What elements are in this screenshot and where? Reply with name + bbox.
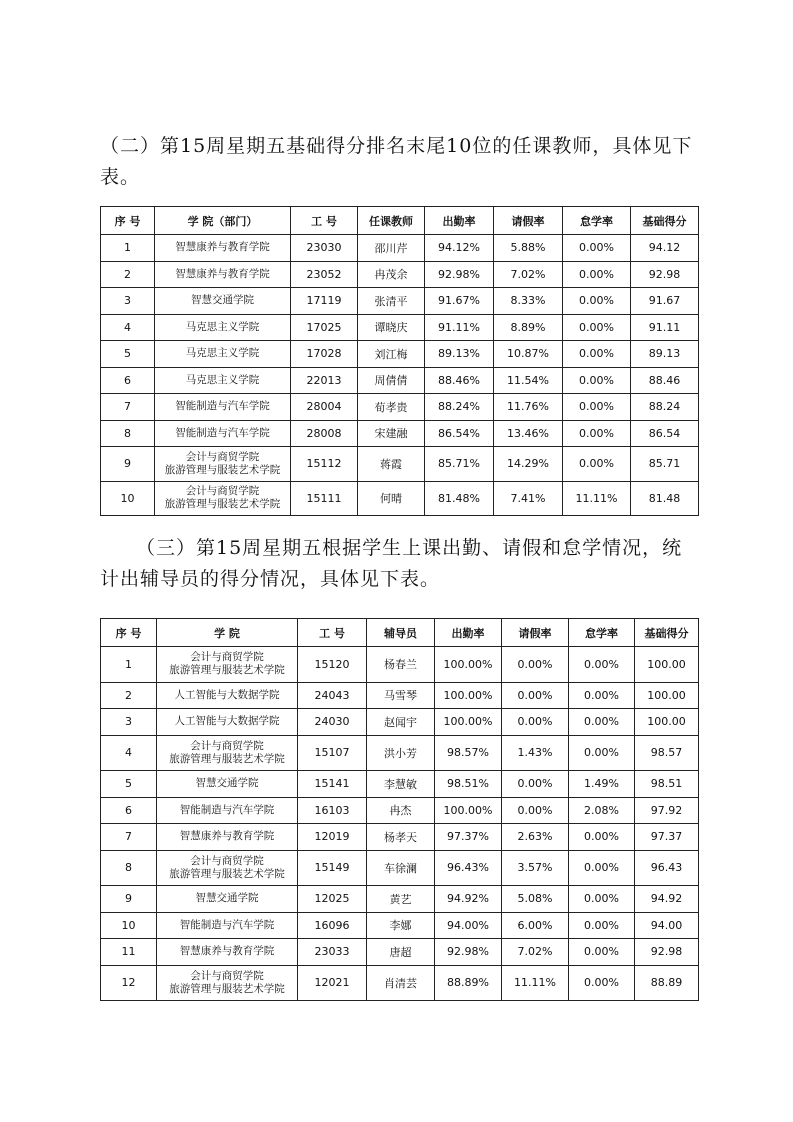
college-name-line: 智能制造与汽车学院 <box>179 918 275 931</box>
cell-leave-rate: 5.88% <box>494 235 563 262</box>
cell-leave-rate: 7.02% <box>494 261 563 288</box>
cell-base-score: 91.11 <box>631 314 699 341</box>
cell-attendance-rate: 91.11% <box>425 314 494 341</box>
cell-truancy-rate: 0.00% <box>569 682 635 709</box>
cell-base-score: 94.12 <box>631 235 699 262</box>
cell-college <box>157 682 298 709</box>
col-header-no: 序 号 <box>101 207 155 235</box>
cell-base-score: 97.37 <box>635 824 699 851</box>
cell-no: 8 <box>101 850 157 886</box>
college-name-line: 智能制造与汽车学院 <box>175 426 270 439</box>
cell-staff-id: 28004 <box>291 394 358 421</box>
cell-name: 肖清芸 <box>367 965 435 1001</box>
cell-leave-rate: 0.00% <box>502 797 569 824</box>
cell-base-score: 92.98 <box>635 939 699 966</box>
college-name-line: 会计与商贸学院 <box>190 854 264 867</box>
cell-name: 刘江梅 <box>358 341 425 368</box>
cell-truancy-rate: 0.00% <box>563 367 631 394</box>
cell-base-score: 94.00 <box>635 912 699 939</box>
cell-leave-rate: 11.11% <box>502 965 569 1001</box>
table-row <box>101 367 699 394</box>
cell-attendance-rate: 92.98% <box>435 939 502 966</box>
cell-no: 10 <box>101 912 157 939</box>
cell-name: 宋建融 <box>358 420 425 447</box>
cell-name: 李娜 <box>367 912 435 939</box>
cell-base-score: 92.98 <box>631 261 699 288</box>
table-row <box>101 647 699 683</box>
cell-college <box>157 647 298 683</box>
college-name-line: 旅游管理与服装艺术学院 <box>164 498 281 511</box>
cell-staff-id: 15141 <box>298 771 367 798</box>
cell-attendance-rate: 96.43% <box>435 850 502 886</box>
college-name-line: 智慧康养与教育学院 <box>175 267 270 280</box>
college-name-line: 智慧交通学院 <box>191 294 254 307</box>
cell-name: 杨孝天 <box>367 824 435 851</box>
table-row <box>101 735 699 771</box>
col-header-leave: 请假率 <box>494 207 563 235</box>
cell-name: 黄艺 <box>367 886 435 913</box>
cell-staff-id: 17025 <box>291 314 358 341</box>
cell-leave-rate: 0.00% <box>502 647 569 683</box>
cell-truancy-rate: 0.00% <box>569 965 635 1001</box>
college-name-line: 智慧康养与教育学院 <box>179 945 275 958</box>
cell-truancy-rate: 0.00% <box>563 235 631 262</box>
college-name-line: 会计与商贸学院 <box>185 450 260 463</box>
cell-base-score: 97.92 <box>635 797 699 824</box>
cell-truancy-rate: 0.00% <box>569 850 635 886</box>
cell-no: 3 <box>101 709 157 736</box>
cell-truancy-rate: 0.00% <box>569 735 635 771</box>
cell-no: 9 <box>101 447 155 482</box>
table-row <box>101 481 699 516</box>
table-row <box>101 939 699 966</box>
cell-attendance-rate: 100.00% <box>435 797 502 824</box>
cell-truancy-rate: 11.11% <box>563 481 631 516</box>
cell-college <box>155 481 291 516</box>
table-row <box>101 341 699 368</box>
college-name-line: 旅游管理与服装艺术学院 <box>169 982 285 995</box>
col-header-truancy: 怠学率 <box>563 207 631 235</box>
cell-name: 李慧敏 <box>367 771 435 798</box>
cell-college <box>157 709 298 736</box>
cell-staff-id: 28008 <box>291 420 358 447</box>
counselor-score-table <box>100 618 699 1001</box>
table-row <box>101 824 699 851</box>
cell-college <box>157 824 298 851</box>
table-row <box>101 420 699 447</box>
col-header-leave: 请假率 <box>502 619 569 647</box>
cell-name: 荀孝贵 <box>358 394 425 421</box>
cell-no: 1 <box>101 647 157 683</box>
table-row <box>101 797 699 824</box>
col-header-id: 工 号 <box>298 619 367 647</box>
cell-truancy-rate: 0.00% <box>563 447 631 482</box>
college-name-line: 人工智能与大数据学院 <box>174 715 280 728</box>
cell-truancy-rate: 0.00% <box>569 939 635 966</box>
cell-base-score: 100.00 <box>635 682 699 709</box>
cell-truancy-rate: 0.00% <box>563 261 631 288</box>
cell-college <box>155 420 291 447</box>
cell-staff-id: 23030 <box>291 235 358 262</box>
table-row <box>101 261 699 288</box>
cell-base-score: 85.71 <box>631 447 699 482</box>
cell-leave-rate: 6.00% <box>502 912 569 939</box>
cell-leave-rate: 8.89% <box>494 314 563 341</box>
cell-college <box>157 912 298 939</box>
cell-college <box>157 965 298 1001</box>
cell-no: 4 <box>101 735 157 771</box>
cell-leave-rate: 10.87% <box>494 341 563 368</box>
cell-truancy-rate: 1.49% <box>569 771 635 798</box>
cell-name: 邵川芹 <box>358 235 425 262</box>
cell-name: 洪小芳 <box>367 735 435 771</box>
cell-truancy-rate: 0.00% <box>563 394 631 421</box>
table-row <box>101 771 699 798</box>
cell-truancy-rate: 0.00% <box>563 420 631 447</box>
cell-staff-id: 17119 <box>291 288 358 315</box>
cell-leave-rate: 1.43% <box>502 735 569 771</box>
college-name-line: 马克思主义学院 <box>185 347 260 360</box>
college-name-line: 旅游管理与服装艺术学院 <box>169 664 285 677</box>
col-header-truancy: 怠学率 <box>569 619 635 647</box>
col-header-score: 基础得分 <box>635 619 699 647</box>
cell-truancy-rate: 0.00% <box>569 647 635 683</box>
cell-staff-id: 15149 <box>298 850 367 886</box>
cell-no: 12 <box>101 965 157 1001</box>
cell-name: 周倩倩 <box>358 367 425 394</box>
section-3-heading: （三）第15周星期五根据学生上课出勤、请假和怠学情况，统计出辅导员的得分情况，具体见下表。 <box>100 537 683 590</box>
cell-staff-id: 23052 <box>291 261 358 288</box>
college-name-line: 智慧康养与教育学院 <box>179 830 275 843</box>
cell-base-score: 100.00 <box>635 647 699 683</box>
cell-staff-id: 15111 <box>291 481 358 516</box>
cell-no: 6 <box>101 797 157 824</box>
cell-no: 4 <box>101 314 155 341</box>
cell-attendance-rate: 98.57% <box>435 735 502 771</box>
cell-college <box>155 394 291 421</box>
cell-leave-rate: 0.00% <box>502 682 569 709</box>
table-header-row <box>101 207 699 235</box>
cell-leave-rate: 13.46% <box>494 420 563 447</box>
table-row <box>101 288 699 315</box>
cell-attendance-rate: 100.00% <box>435 682 502 709</box>
cell-leave-rate: 2.63% <box>502 824 569 851</box>
cell-college <box>157 886 298 913</box>
cell-college <box>155 235 291 262</box>
cell-name: 杨春兰 <box>367 647 435 683</box>
college-name-line: 旅游管理与服装艺术学院 <box>169 752 285 765</box>
cell-staff-id: 12021 <box>298 965 367 1001</box>
cell-leave-rate: 5.08% <box>502 886 569 913</box>
cell-no: 1 <box>101 235 155 262</box>
cell-leave-rate: 7.41% <box>494 481 563 516</box>
cell-name: 冉茂余 <box>358 261 425 288</box>
cell-no: 5 <box>101 341 155 368</box>
cell-truancy-rate: 2.08% <box>569 797 635 824</box>
cell-staff-id: 23033 <box>298 939 367 966</box>
cell-no: 9 <box>101 886 157 913</box>
cell-base-score: 88.89 <box>635 965 699 1001</box>
cell-college <box>157 797 298 824</box>
college-name-line: 会计与商贸学院 <box>190 651 264 664</box>
cell-base-score: 96.43 <box>635 850 699 886</box>
cell-no: 7 <box>101 394 155 421</box>
table-row <box>101 912 699 939</box>
cell-attendance-rate: 88.24% <box>425 394 494 421</box>
cell-attendance-rate: 81.48% <box>425 481 494 516</box>
table-row <box>101 850 699 886</box>
college-name-line: 人工智能与大数据学院 <box>174 688 280 701</box>
cell-attendance-rate: 85.71% <box>425 447 494 482</box>
cell-leave-rate: 8.33% <box>494 288 563 315</box>
college-name-line: 马克思主义学院 <box>185 320 260 333</box>
cell-base-score: 91.67 <box>631 288 699 315</box>
cell-leave-rate: 7.02% <box>502 939 569 966</box>
cell-no: 2 <box>101 682 157 709</box>
cell-staff-id: 17028 <box>291 341 358 368</box>
college-name-line: 智慧交通学院 <box>195 777 259 790</box>
cell-attendance-rate: 91.67% <box>425 288 494 315</box>
cell-no: 7 <box>101 824 157 851</box>
table-row <box>101 394 699 421</box>
cell-leave-rate: 11.54% <box>494 367 563 394</box>
college-name-line: 智能制造与汽车学院 <box>175 400 270 413</box>
cell-no: 8 <box>101 420 155 447</box>
cell-staff-id: 12025 <box>298 886 367 913</box>
cell-base-score: 100.00 <box>635 709 699 736</box>
col-header-id: 工 号 <box>291 207 358 235</box>
cell-base-score: 86.54 <box>631 420 699 447</box>
cell-no: 10 <box>101 481 155 516</box>
cell-attendance-rate: 100.00% <box>435 647 502 683</box>
cell-name: 唐超 <box>367 939 435 966</box>
cell-name: 马雪琴 <box>367 682 435 709</box>
cell-base-score: 98.57 <box>635 735 699 771</box>
cell-leave-rate: 11.76% <box>494 394 563 421</box>
cell-college <box>155 314 291 341</box>
cell-attendance-rate: 89.13% <box>425 341 494 368</box>
cell-attendance-rate: 92.98% <box>425 261 494 288</box>
cell-college <box>157 939 298 966</box>
table-row <box>101 314 699 341</box>
cell-name: 赵闻宇 <box>367 709 435 736</box>
college-name-line: 旅游管理与服装艺术学院 <box>169 867 285 880</box>
cell-staff-id: 16096 <box>298 912 367 939</box>
cell-attendance-rate: 94.12% <box>425 235 494 262</box>
cell-staff-id: 15107 <box>298 735 367 771</box>
table-row <box>101 965 699 1001</box>
cell-attendance-rate: 94.00% <box>435 912 502 939</box>
cell-staff-id: 12019 <box>298 824 367 851</box>
table-row <box>101 682 699 709</box>
table-row <box>101 447 699 482</box>
cell-staff-id: 16103 <box>298 797 367 824</box>
col-header-college: 学 院 <box>157 619 298 647</box>
college-name-line: 会计与商贸学院 <box>190 739 264 752</box>
cell-college <box>155 367 291 394</box>
cell-name: 蒋霞 <box>358 447 425 482</box>
cell-college <box>157 771 298 798</box>
cell-name: 谭晓庆 <box>358 314 425 341</box>
cell-leave-rate: 3.57% <box>502 850 569 886</box>
cell-base-score: 88.46 <box>631 367 699 394</box>
cell-truancy-rate: 0.00% <box>563 341 631 368</box>
cell-no: 2 <box>101 261 155 288</box>
cell-truancy-rate: 0.00% <box>569 709 635 736</box>
cell-college <box>155 447 291 482</box>
cell-staff-id: 22013 <box>291 367 358 394</box>
cell-truancy-rate: 0.00% <box>569 886 635 913</box>
college-name-line: 马克思主义学院 <box>185 373 260 386</box>
college-name-line: 旅游管理与服装艺术学院 <box>164 463 281 476</box>
col-header-attendance: 出勤率 <box>435 619 502 647</box>
cell-attendance-rate: 86.54% <box>425 420 494 447</box>
cell-attendance-rate: 100.00% <box>435 709 502 736</box>
cell-staff-id: 15120 <box>298 647 367 683</box>
section-2-heading: （二）第15周星期五基础得分排名末尾10位的任课教师，具体见下表。 <box>100 135 693 188</box>
cell-no: 11 <box>101 939 157 966</box>
college-name-line: 智能制造与汽车学院 <box>179 803 275 816</box>
cell-base-score: 98.51 <box>635 771 699 798</box>
cell-college <box>155 341 291 368</box>
cell-college <box>157 735 298 771</box>
teacher-ranking-table <box>100 206 699 516</box>
col-header-college: 学 院（部门） <box>155 207 291 235</box>
cell-no: 3 <box>101 288 155 315</box>
cell-college <box>157 850 298 886</box>
cell-no: 5 <box>101 771 157 798</box>
cell-truancy-rate: 0.00% <box>563 314 631 341</box>
cell-base-score: 94.92 <box>635 886 699 913</box>
cell-college <box>155 288 291 315</box>
cell-college <box>155 261 291 288</box>
cell-leave-rate: 0.00% <box>502 771 569 798</box>
college-name-line: 智慧康养与教育学院 <box>175 241 270 254</box>
cell-leave-rate: 0.00% <box>502 709 569 736</box>
cell-staff-id: 15112 <box>291 447 358 482</box>
table-row <box>101 886 699 913</box>
col-header-attendance: 出勤率 <box>425 207 494 235</box>
cell-staff-id: 24043 <box>298 682 367 709</box>
cell-name: 何晴 <box>358 481 425 516</box>
college-name-line: 会计与商贸学院 <box>185 485 260 498</box>
cell-attendance-rate: 98.51% <box>435 771 502 798</box>
cell-staff-id: 24030 <box>298 709 367 736</box>
college-name-line: 会计与商贸学院 <box>190 969 264 982</box>
cell-attendance-rate: 94.92% <box>435 886 502 913</box>
cell-name: 冉杰 <box>367 797 435 824</box>
cell-base-score: 81.48 <box>631 481 699 516</box>
cell-attendance-rate: 97.37% <box>435 824 502 851</box>
table-header-row <box>101 619 699 647</box>
college-name-line: 智慧交通学院 <box>195 892 259 905</box>
col-header-teacher: 任课教师 <box>358 207 425 235</box>
cell-name: 张清平 <box>358 288 425 315</box>
cell-leave-rate: 14.29% <box>494 447 563 482</box>
cell-base-score: 89.13 <box>631 341 699 368</box>
table-row <box>101 235 699 262</box>
cell-truancy-rate: 0.00% <box>563 288 631 315</box>
col-header-no: 序 号 <box>101 619 157 647</box>
col-header-counselor: 辅导员 <box>367 619 435 647</box>
cell-name: 车徐澜 <box>367 850 435 886</box>
cell-attendance-rate: 88.46% <box>425 367 494 394</box>
cell-no: 6 <box>101 367 155 394</box>
cell-truancy-rate: 0.00% <box>569 912 635 939</box>
table-row <box>101 709 699 736</box>
cell-base-score: 88.24 <box>631 394 699 421</box>
cell-truancy-rate: 0.00% <box>569 824 635 851</box>
col-header-score: 基础得分 <box>631 207 699 235</box>
cell-attendance-rate: 88.89% <box>435 965 502 1001</box>
